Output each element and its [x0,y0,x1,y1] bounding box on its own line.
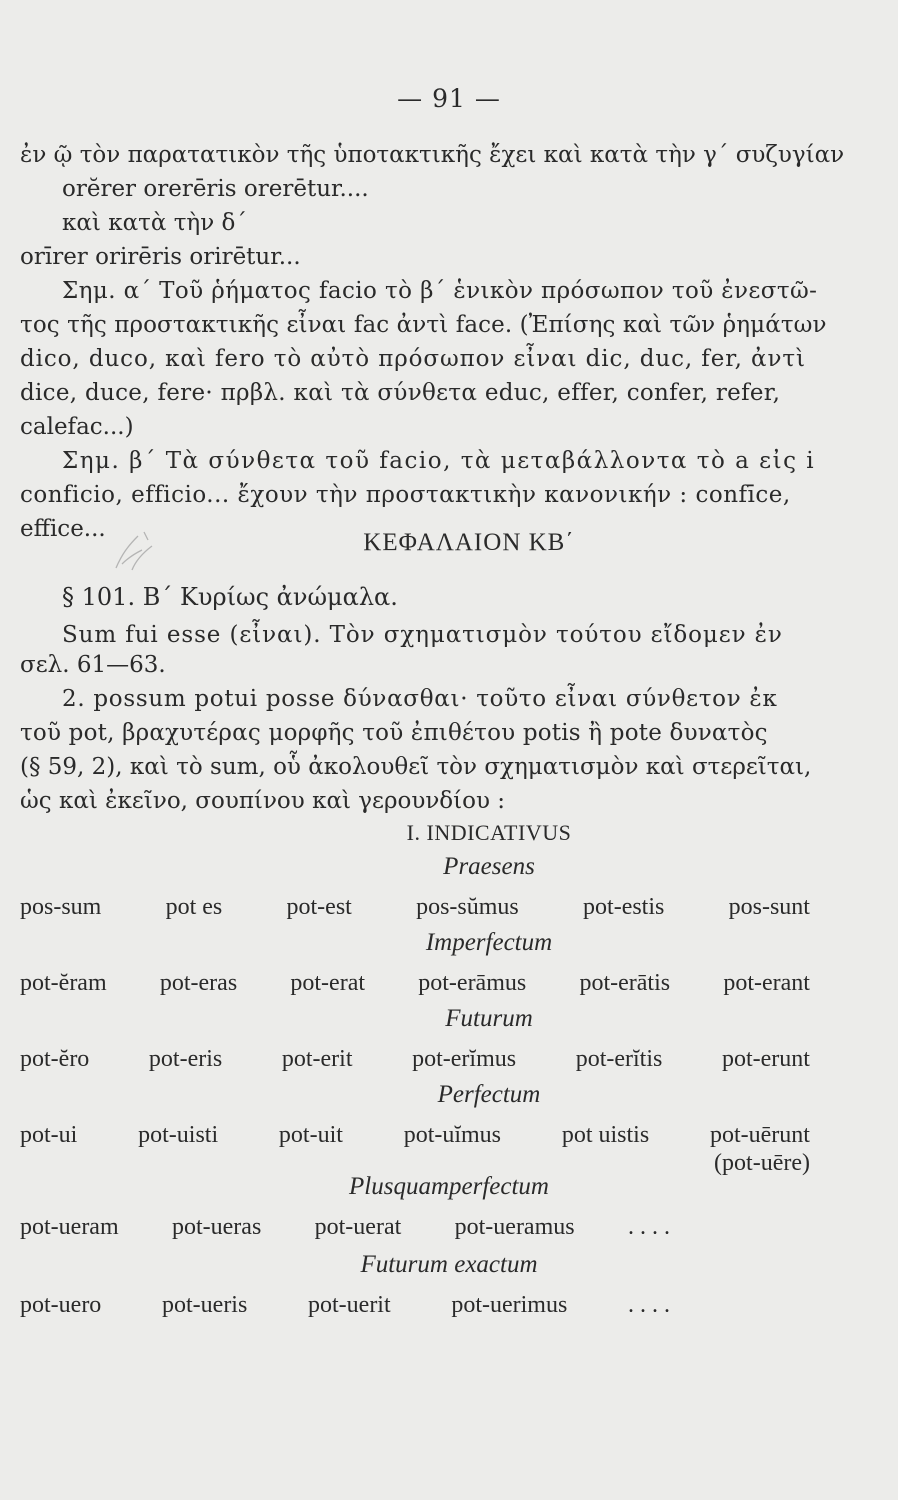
conjugation-row-praesens [20,892,810,922]
verb-form: pot-erat [290,970,366,996]
text-line: τος τῆς προστακτικῆς εἶναι fac ἀντὶ face. (Ἐπίσης καὶ τῶν ῥημάτων [20,312,827,338]
text-line: calefac...) [20,414,134,440]
tense-title-futurum: Futurum [445,1005,533,1032]
verb-form: pot-erāmus [418,970,527,996]
verb-form: pot-uerit [308,1292,391,1318]
verb-form: pos-sunt [728,894,810,920]
tense-title-futurum-exactum: Futurum exactum [360,1251,538,1278]
text-line: σελ. 61—63. [20,652,166,678]
verb-form: pot-est [286,894,352,920]
conjugation-row-imperfectum [20,968,810,998]
text-line: dico, duco, καὶ fero τὸ αὐτὸ πρόσωπον εἶναι dic, duc, fer, ἀντὶ [20,346,806,372]
text-line: conficio, efficio... ἔχουν τὴν προστακτικὴν κανονικήν : confīce, [20,482,791,508]
verb-form-alternate: (pot-uēre) [714,1150,810,1176]
verb-form: pot-ueramus [454,1214,575,1240]
text-line: καὶ κατὰ τὴν δ΄ [62,210,247,236]
verb-form: pot-erant [723,970,810,996]
text-line: τοῦ pot, βραχυτέρας μορφῆς τοῦ ἐπιθέτου potis ἢ pote δυνατὸς [20,720,768,746]
page-number: — 91 — [397,84,501,113]
verb-form: pot-ueras [171,1214,262,1240]
verb-form: pos-sŭmus [416,894,519,920]
verb-form: pot-uĭmus [403,1122,502,1148]
verb-form: pot-ueram [20,1214,119,1240]
verb-form: pot-erit [281,1046,353,1072]
verb-form: pot-ueris [162,1292,248,1318]
text-line: Σημ. α΄ Τοῦ ῥήματος facio τὸ β΄ ἑνικὸν πρόσωπον τοῦ ἐνεστῶ- [62,278,818,304]
tense-title-plusquamperfectum: Plusquamperfectum [349,1173,549,1200]
verb-form: pos-sum [20,894,102,920]
text-line: dice, duce, fere· πρβλ. καὶ τὰ σύνθετα educ, effer, confer, refer, [20,380,781,406]
conjugation-row-perfectum [20,1120,810,1150]
verb-form: pot-erĭtis [575,1046,663,1072]
conjugation-row-plusquamperfectum [20,1212,670,1242]
mood-title: I. INDICATIVUS [406,820,572,845]
text-line: orīrer orirēris orirētur... [20,244,301,270]
chapter-title: ΚΕΦΑΛΑΙΟΝ ΚΒ΄ [363,529,575,556]
verb-form: pot-eras [159,970,238,996]
text-line: Σημ. β΄ Τὰ σύνθετα τοῦ facio, τὰ μεταβάλλοντα τὸ a εἰς i [62,448,816,474]
verb-form: pot-ĕro [20,1046,90,1072]
verb-form: pot es [165,894,223,920]
verb-form: pot-uit [278,1122,343,1148]
verb-form: pot-uisti [138,1122,219,1148]
verb-form: pot uistis [561,1122,650,1148]
section-title: § 101. Β΄ Κυρίως ἀνώμαλα. [62,583,398,611]
verb-form: . . . . [628,1292,670,1318]
verb-form: . . . . [627,1214,670,1240]
text-line: 2. possum potui posse δύνασθαι· τοῦτο εἶναι σύνθετον ἐκ [62,686,778,712]
verb-form: pot-ĕram [20,970,107,996]
text-line: orĕrer orerēris orerētur.... [62,176,369,202]
verb-form: pot-uerat [314,1214,402,1240]
verb-form: pot-ui [20,1122,78,1148]
verb-form: pot-erĭmus [412,1046,517,1072]
verb-form: pot-eris [148,1046,223,1072]
tense-title-perfectum: Perfectum [437,1081,541,1108]
text-line: Sum fui esse (εἶναι). Τὸν σχηματισμὸν τούτου εἴδομεν ἐν [62,622,783,648]
verb-form: pot-uērunt [709,1122,810,1148]
conjugation-row-futurum-exactum [20,1290,670,1320]
verb-form: pot-uerimus [451,1292,568,1318]
verb-form: pot-erunt [721,1046,810,1072]
verb-form: pot-erātis [579,970,671,996]
verb-form: pot-estis [583,894,665,920]
tense-title-praesens: Praesens [443,853,535,880]
text-line: ἐν ῷ τὸν παρατατικὸν τῆς ὑποτακτικῆς ἔχει καὶ κατὰ τὴν γ΄ συζυγίαν [20,142,845,168]
text-line: (§ 59, 2), καὶ τὸ sum, οὗ ἀκολουθεῖ τὸν σχηματισμὸν καὶ στερεῖται, [20,754,812,780]
conjugation-row-futurum [20,1044,810,1074]
text-line: effice... [20,516,106,542]
text-line: ὡς καὶ ἐκεῖνο, σουπίνου καὶ γερουνδίου : [20,788,506,814]
tense-title-imperfectum: Imperfectum [425,929,553,956]
verb-form: pot-uero [20,1292,102,1318]
